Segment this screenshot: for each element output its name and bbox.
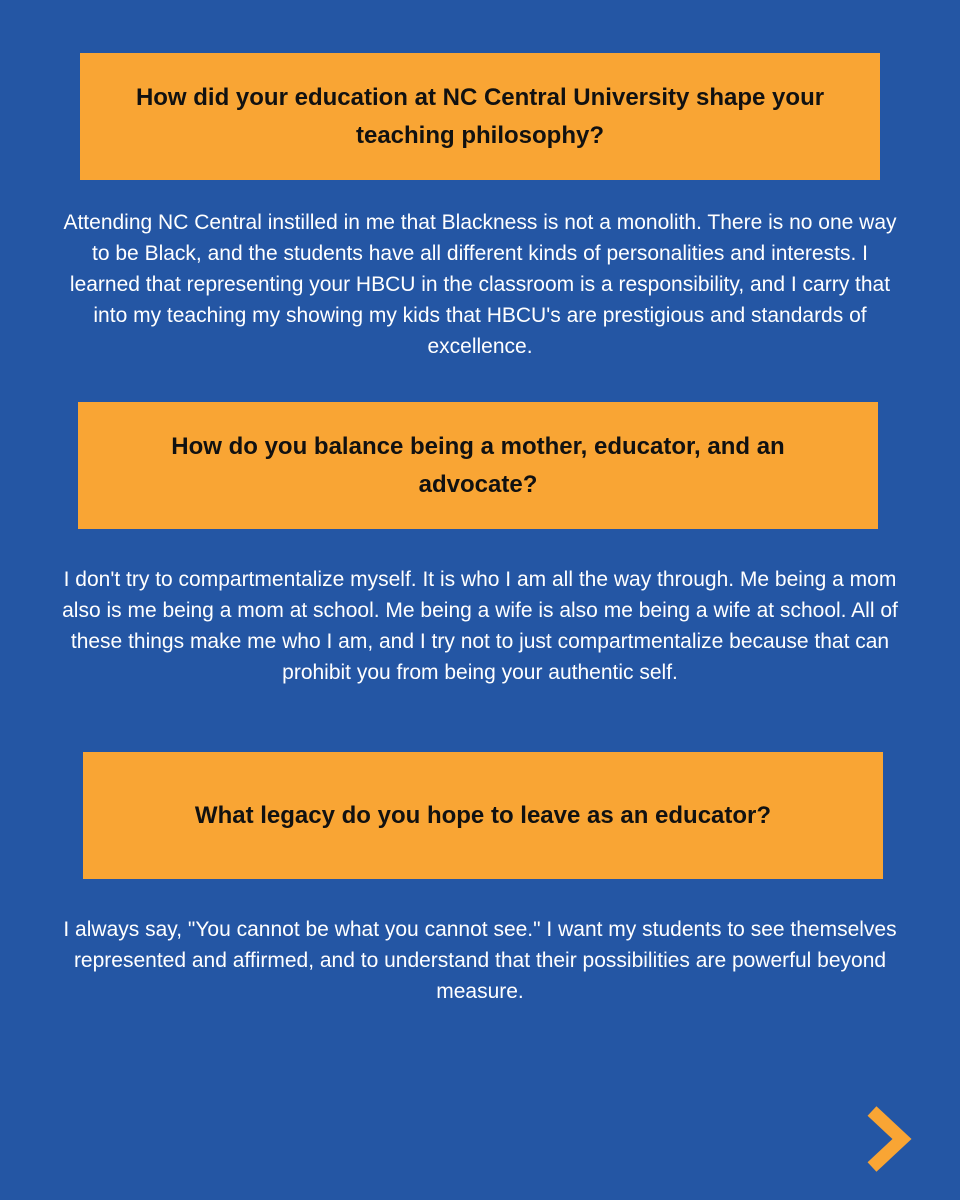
question-box-1 (80, 53, 880, 180)
next-slide-button[interactable] (860, 1103, 920, 1175)
answer-1-text: Attending NC Central instilled in me that Blackness is not a monolith. There is no one way to be Black, and the students have all different kinds of personalities and interests. I learned that representing your HBCU in the classroom is a responsibility, and I carry that into my teaching my showing my kids that HBCU's are prestigious and standards of excellence. (63, 211, 897, 358)
answer-3-text: I always say, "You cannot be what you cannot see." I want my students to see themselves represented and affirmed, and to understand that their possibilities are powerful beyond measure. (63, 918, 897, 1003)
question-3-text: What legacy do you hope to leave as an educator? (194, 801, 772, 829)
question-box-3 (83, 752, 883, 879)
chevron-right-icon (860, 1103, 920, 1175)
question-box-2 (78, 402, 878, 529)
question-2-text: How do you balance being a mother, educator, and an advocate? (171, 432, 785, 498)
answer-2-text: I don't try to compartmentalize myself. It is who I am all the way through. Me being a mom also is me being a mom at school. Me being a wife is also me being a wife at school. All of these things make me who I am, and I try not to just compartmentalize because that can prohibit you from being your authentic self. (62, 568, 898, 684)
question-1-text: How did your education at NC Central University shape your teaching philosophy? (135, 83, 825, 149)
